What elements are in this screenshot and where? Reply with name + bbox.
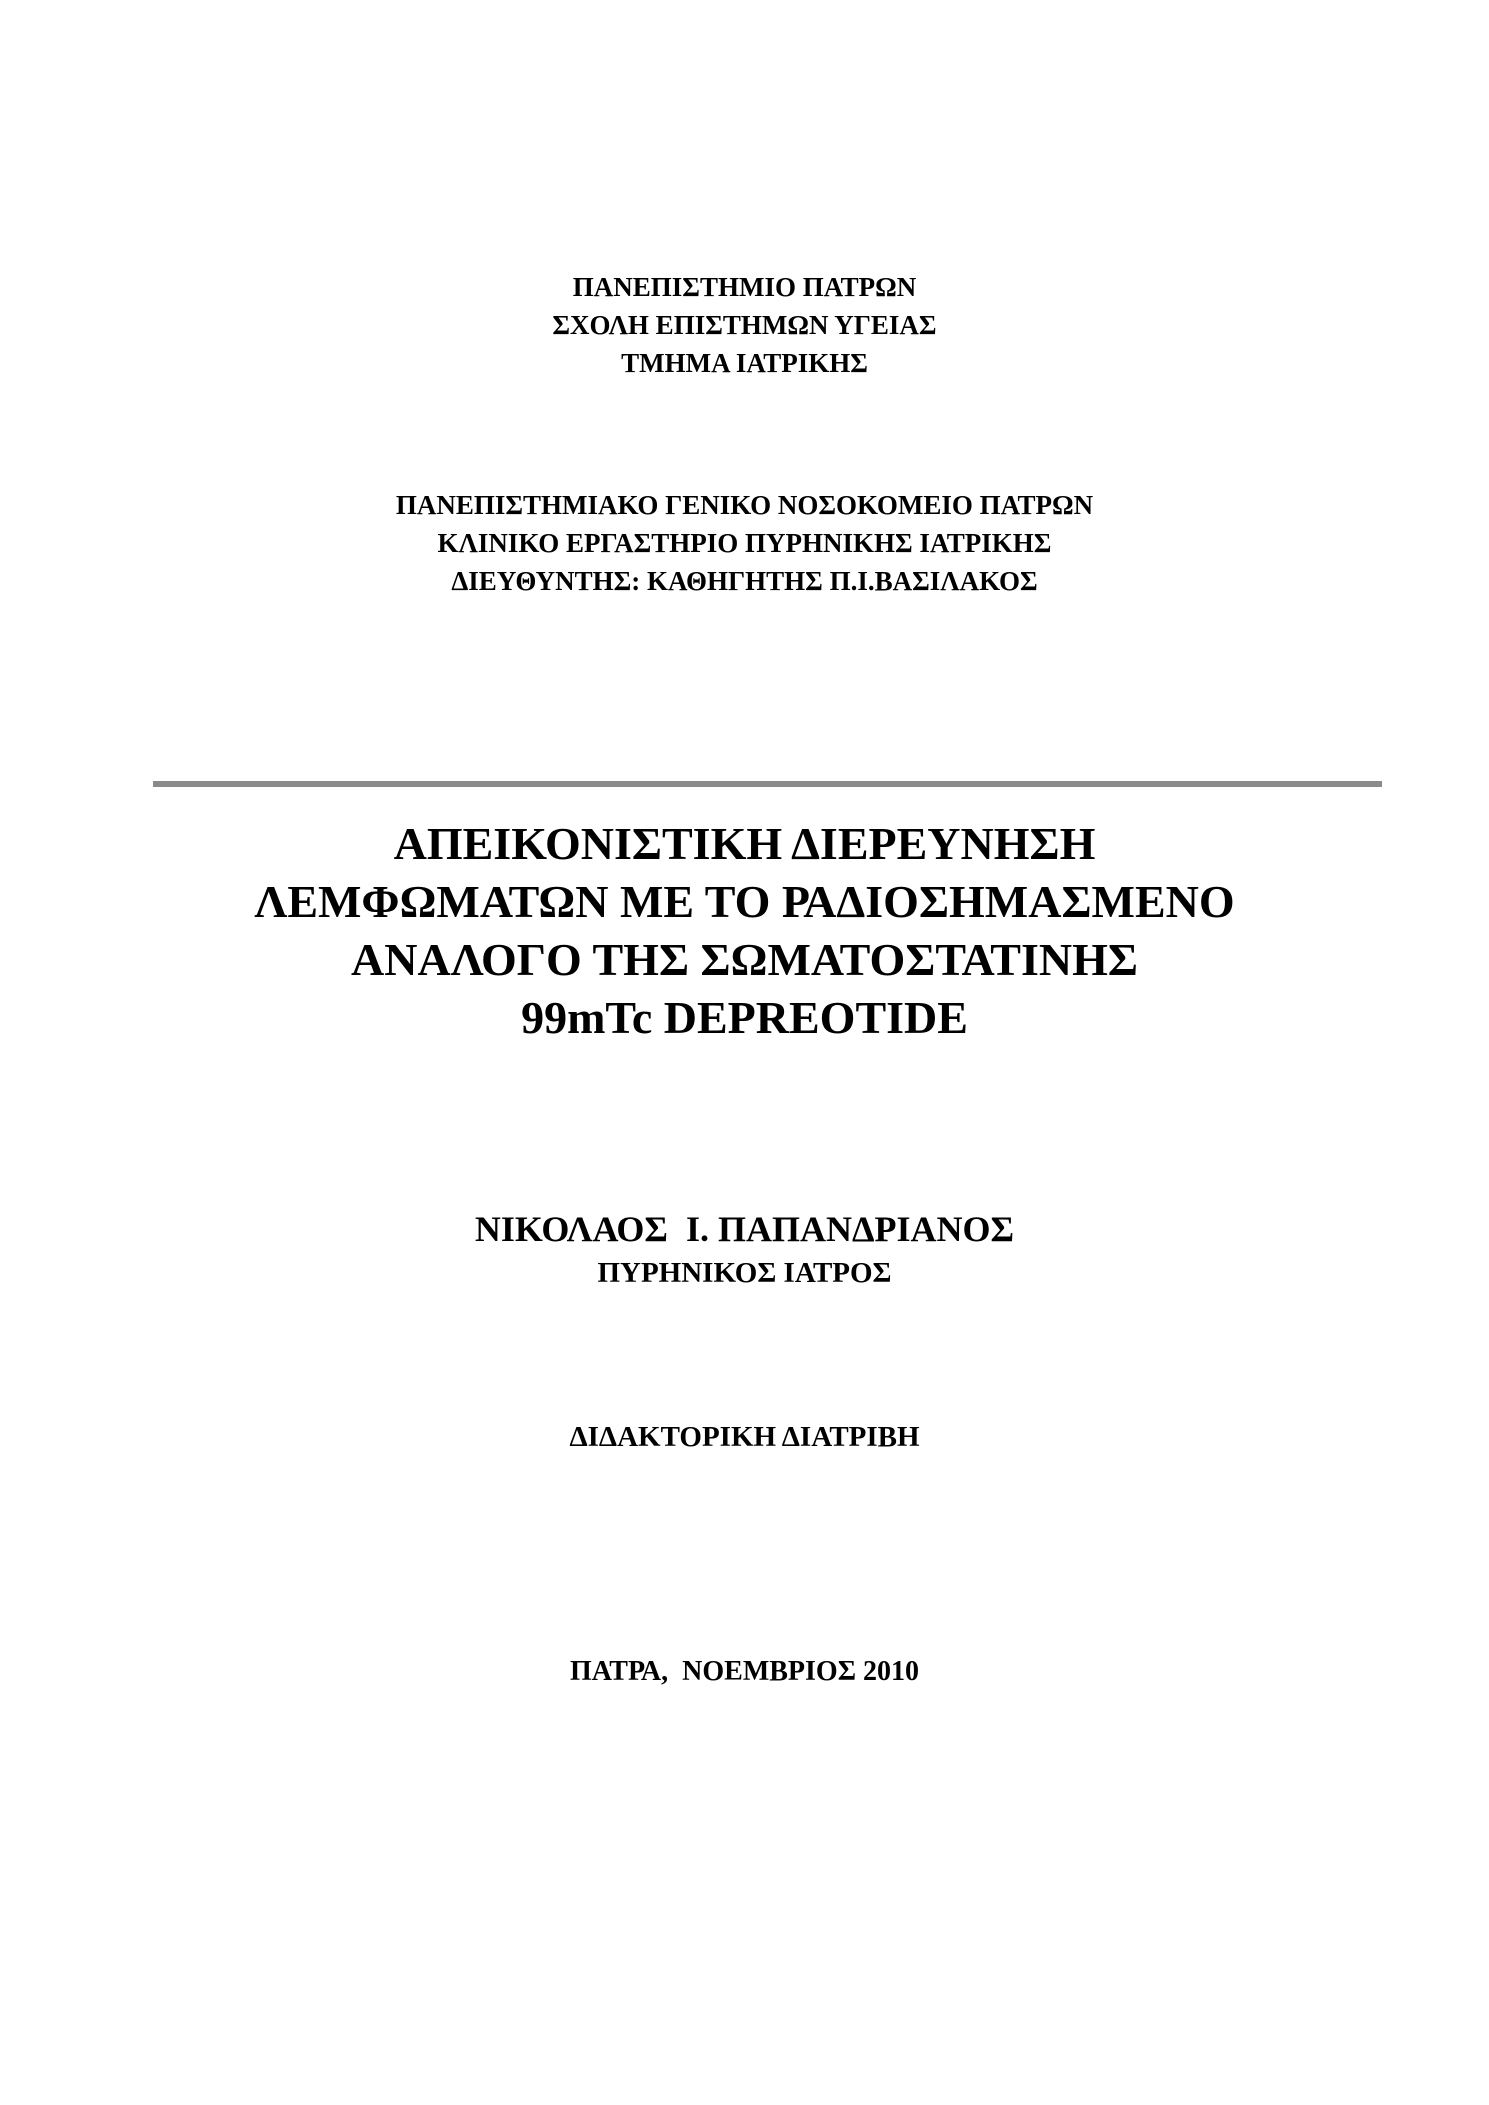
university-header — [0, 268, 1489, 382]
thesis-type: ΔΙΔΑΚΤΟΡΙΚΗ ΔΙΑΤΡΙΒΗ — [569, 1421, 920, 1453]
school-name: ΣΧΟΛΗ ΕΠΙΣΤΗΜΩΝ ΥΓΕΙΑΣ — [552, 310, 937, 340]
laboratory-name: ΚΛΙΝΙΚΟ ΕΡΓΑΣΤΗΡΙΟ ΠΥΡΗΝΙΚΗΣ ΙΑΤΡΙΚΗΣ — [437, 528, 1052, 558]
university-name: ΠΑΝΕΠΙΣΤΗΜΙΟ ΠΑΤΡΩΝ — [572, 272, 917, 302]
title-divider — [153, 781, 1382, 787]
author-role: ΠΥΡΗΝΙΚΟΣ ΙΑΤΡΟΣ — [597, 1257, 892, 1289]
title-line-4: 99mTc DEPREOTIDE — [521, 992, 968, 1043]
place-date: ΠΑΤΡΑ, ΝΟΕΜΒΡΙΟΣ 2010 — [569, 1656, 920, 1687]
director-line: ΔΙΕΥΘΥΝΤΗΣ: ΚΑΘΗΓΗΤΗΣ Π.Ι.ΒΑΣΙΛΑΚΟΣ — [451, 566, 1038, 596]
thesis-title — [0, 815, 1489, 1047]
department-name: ΤΜΗΜΑ ΙΑΤΡΙΚΗΣ — [621, 348, 868, 378]
title-line-3: ΑΝΑΛΟΓΟ ΤΗΣ ΣΩΜΑΤΟΣΤΑΤΙΝΗΣ — [351, 934, 1138, 985]
title-line-2: ΛΕΜΦΩΜΑΤΩΝ ΜΕ ΤΟ ΡΑΔΙΟΣΗΜΑΣΜΕΝΟ — [254, 876, 1235, 927]
author-name: ΝΙΚΟΛΑΟΣ Ι. ΠΑΠΑΝΔΡΙΑΝΟΣ — [474, 1209, 1015, 1249]
title-line-1: ΑΠΕΙΚΟΝΙΣΤΙΚΗ ΔΙΕΡΕΥΝΗΣΗ — [393, 818, 1096, 869]
author-block — [0, 1206, 1489, 1294]
hospital-name: ΠΑΝΕΠΙΣΤΗΜΙΑΚΟ ΓΕΝΙΚΟ ΝΟΣΟΚΟΜΕΙΟ ΠΑΤΡΩΝ — [395, 490, 1094, 520]
thesis-type-block — [0, 1417, 1489, 1457]
hospital-header — [0, 486, 1489, 600]
place-date-block — [0, 1652, 1489, 1692]
